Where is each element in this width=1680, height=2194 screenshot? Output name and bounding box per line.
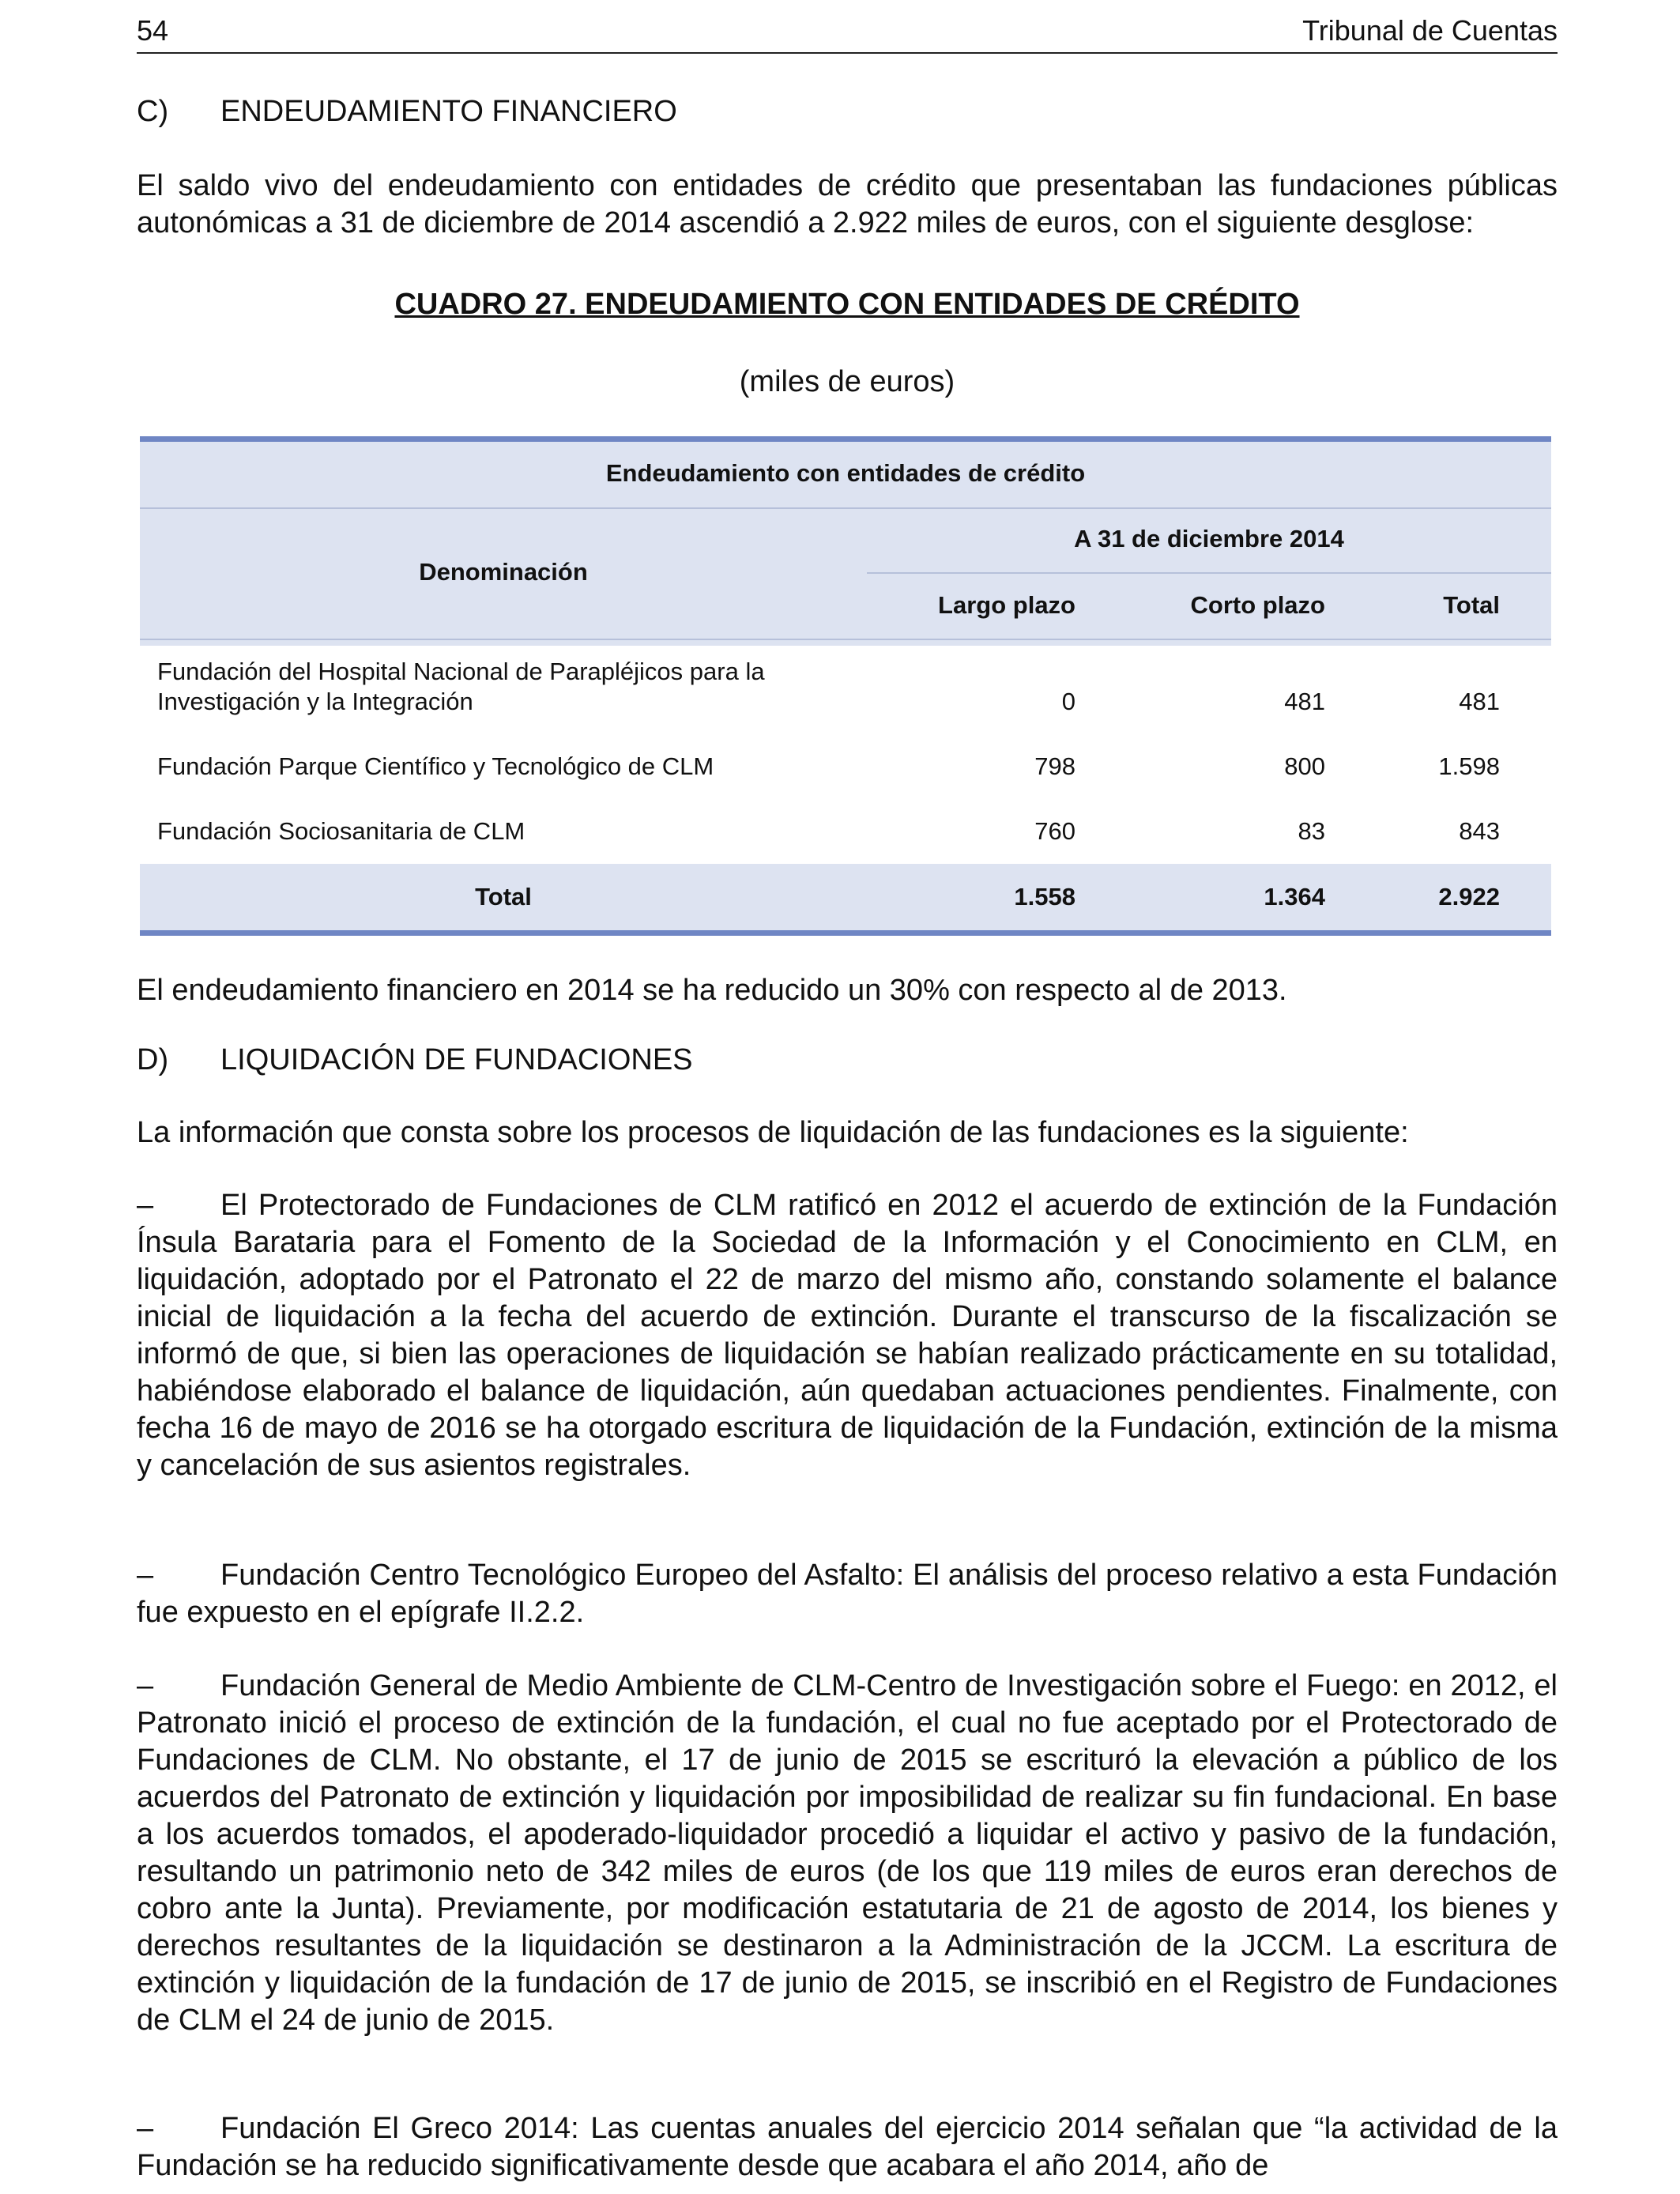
- bullet-item: [137, 1668, 1558, 2039]
- liquidation-intro: La información que consta sobre los procesos de liquidación de las fundaciones es la siguiente:: [137, 1116, 1409, 1149]
- row2-total: 1.598: [1438, 752, 1500, 780]
- table-caption: CUADRO 27. ENDEUDAMIENTO CON ENTIDADES DE CRÉDITO: [394, 288, 1300, 321]
- row3-corto: 83: [1298, 817, 1325, 845]
- row3-largo: 760: [1034, 817, 1075, 845]
- reduction-paragraph: El endeudamiento financiero en 2014 se ha reducido un 30% con respecto al de 2013.: [137, 974, 1287, 1007]
- row1-corto: 481: [1284, 688, 1325, 715]
- table-bottom-bar: [140, 930, 1551, 936]
- table-main-header: Endeudamiento con entidades de crédito: [605, 459, 1086, 487]
- bullet-dash: –: [137, 2112, 154, 2145]
- bullet-item: [137, 1187, 1558, 1484]
- row1-total: 481: [1459, 688, 1500, 715]
- section-c-letter: C): [137, 95, 169, 128]
- total-total: 2.922: [1438, 883, 1500, 910]
- section-d-heading: [137, 1043, 693, 1077]
- col-header-total: Total: [1443, 591, 1500, 619]
- row2-name: Fundación Parque Científico y Tecnológico de CLM: [157, 752, 714, 780]
- total-largo: 1.558: [1014, 883, 1075, 910]
- page-number: 54: [137, 14, 169, 47]
- col-header-corto: Corto plazo: [1190, 591, 1325, 619]
- bullet-dash: –: [137, 1669, 154, 1702]
- row2-largo: 798: [1034, 752, 1075, 780]
- row3-name: Fundación Sociosanitaria de CLM: [157, 817, 525, 845]
- intro-paragraph: El saldo vivo del endeudamiento con entidades de crédito que presentaban las fundaciones públicas autonómicas a 31 de diciembre de 2014 ascendió a 2.922 miles de euros, con el siguiente desglose:: [137, 169, 1558, 239]
- col-group-date: A 31 de diciembre 2014: [1074, 525, 1344, 552]
- bullet-text: Fundación General de Medio Ambiente de CLM-Centro de Investigación sobre el Fuego: en 2012, el Patronato inició el proceso de extinción de la fundación, el cual no fue aceptado por el Protectorado de Fundaciones de CLM. No obstante, el 17 de junio de 2015 se escrituró la elevación a público de los acuerdos del Patronato de extinción y liquidación por imposibilidad de realizar su fin fundacional. En base a los acuerdos tomados, el apoderado-liquidador procedió a liquidar el activo y pasivo de la fundación, resultando un patrimonio neto de 342 miles de euros (de los que 119 miles de euros eran derechos de cobro ante la Junta). Previamente, por modificación estatutaria de 21 de agosto de 2014, los bienes y derechos resultantes de la liquidación se destinaron a la Administración de la JCCM. La escritura de extinción y liquidación de la fundación de 17 de junio de 2015, se inscribió en el Registro de Fundaciones de CLM el 24 de junio de 2015.: [137, 1669, 1558, 2037]
- total-label: Total: [475, 883, 532, 910]
- bullet-dash: –: [137, 1559, 154, 1592]
- table-top-bar: [140, 436, 1551, 442]
- row1-largo: 0: [1061, 688, 1075, 715]
- bullet-dash: –: [137, 1189, 154, 1222]
- bullet-text: Fundación El Greco 2014: Las cuentas anuales del ejercicio 2014 señalan que “la actividad de la Fundación se ha reducido significativamente desde que acabara el año 2014, año de: [137, 2112, 1558, 2182]
- section-c-heading: [137, 95, 677, 129]
- page-header: [137, 11, 1558, 54]
- table-units: (miles de euros): [739, 365, 955, 398]
- publisher-name: Tribunal de Cuentas: [1302, 14, 1558, 47]
- col-header-denominacion: Denominación: [419, 558, 588, 586]
- section-d-title: LIQUIDACIÓN DE FUNDACIONES: [220, 1043, 693, 1076]
- bullet-text: El Protectorado de Fundaciones de CLM ratificó en 2012 el acuerdo de extinción de la Fundación Ínsula Barataria para el Fomento de la Sociedad de la Información y el Conocimiento en CLM, en liquidación, adoptado por el Patronato el 22 de marzo del mismo año, constando solamente el balance inicial de liquidación a la fecha del acuerdo de extinción. Durante el transcurso de la fiscalización se informó de que, si bien las operaciones de liquidación se habían realizado prácticamente en su totalidad, habiéndose elaborado el balance de liquidación, aún quedaban actuaciones pendientes. Finalmente, con fecha 16 de mayo de 2016 se ha otorgado escritura de liquidación de la Fundación, extinción de la misma y cancelación de sus asientos registrales.: [137, 1189, 1558, 1482]
- col-header-largo: Largo plazo: [938, 591, 1075, 619]
- bullet-item: [137, 1557, 1558, 1631]
- debt-table: [140, 436, 1551, 936]
- row1-name-line2: Investigación y la Integración: [157, 688, 473, 715]
- section-d-letter: D): [137, 1043, 169, 1076]
- bullet-text: Fundación Centro Tecnológico Europeo del Asfalto: El análisis del proceso relativo a esta Fundación fue expuesto en el epígrafe II.2.2.: [137, 1559, 1558, 1629]
- row1-name-line1: Fundación del Hospital Nacional de Parapléjicos para la: [157, 658, 765, 685]
- bullet-item: [137, 2110, 1558, 2185]
- row2-corto: 800: [1284, 752, 1325, 780]
- row3-total: 843: [1459, 817, 1500, 845]
- total-corto: 1.364: [1264, 883, 1325, 910]
- section-c-title: ENDEUDAMIENTO FINANCIERO: [220, 95, 677, 128]
